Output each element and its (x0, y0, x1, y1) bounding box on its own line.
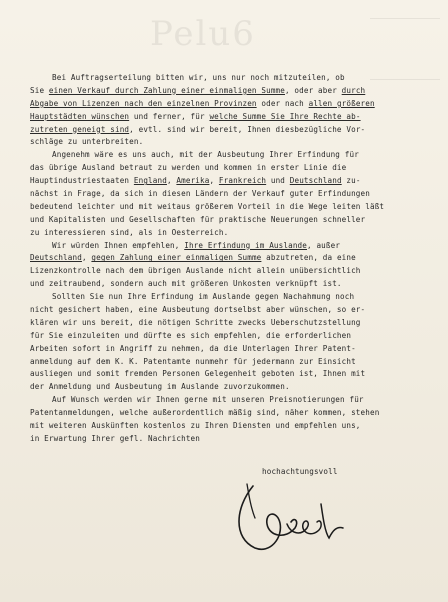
letterhead-bleed-through-right (370, 18, 440, 80)
text-segment: , außer (307, 240, 341, 250)
underlined-text: Hauptstädten wünschen (30, 111, 130, 121)
text-segment: der Anmeldung und Ausbeutung im Auslande zuvorzukommen. (30, 382, 290, 392)
text-segment: oder nach (256, 98, 309, 108)
text-segment: und ferner, für (129, 111, 210, 121)
text-segment: zu- (341, 176, 361, 186)
text-segment: mit weiteren Auskünften kostenlos zu Ihren Diensten und empfehlen uns, (30, 421, 361, 431)
letter-line (30, 136, 422, 149)
letter-line (30, 278, 422, 291)
text-segment: ausliegen und somit fremden Personen Gelegenheit geboten ist, Ihnen mit (30, 369, 366, 379)
underlined-text: England (133, 176, 167, 186)
text-segment: das übrige Ausland betraut zu werden und kommen in erster Linie die (30, 163, 347, 173)
text-segment: Bei Auftragserteilung bitten wir, uns nur noch mitzuteilen, ob (52, 73, 345, 82)
letter-line (30, 85, 422, 98)
text-segment: nicht gesichert haben, eine Ausbeutung dortselbst aber wünschen, so er- (30, 305, 366, 315)
text-segment: Lizenzkontrolle nach dem übrigen Auslande nicht allein unübersichtlich (30, 266, 361, 276)
underlined-text: gegen Zahlung einer einmaligen Summe (91, 253, 262, 263)
underlined-text: zutreten geneigt sind (30, 124, 130, 134)
text-segment: nächst in Frage, da sich in diesen Ländern der Verkauf guter Erfindungen (30, 189, 370, 199)
underlined-text: Ihre Erfindung im Auslande (184, 240, 307, 250)
letter-line (30, 175, 422, 188)
text-segment: , oder aber (284, 85, 342, 95)
text-segment: , (166, 176, 177, 186)
text-segment: Patentanmeldungen, welche außerordentlich mäßig sind, näher kommen, stehen (30, 408, 380, 418)
underlined-text: Frankreich (218, 176, 267, 186)
letter-line (30, 252, 422, 265)
letter-line (30, 420, 422, 433)
text-segment: zu interessieren sind, als in Oesterreich. (30, 227, 229, 237)
text-segment: klären wir uns bereit, die nötigen Schritte zwecks Ueberschutzstellung (30, 317, 361, 327)
text-segment: Auf Wunsch werden wir Ihnen gerne mit unseren Preisnotierungen für (52, 395, 364, 405)
closing-phrase: hochachtungsvoll (262, 467, 338, 476)
letter-line (30, 188, 422, 201)
letter-line (30, 433, 422, 446)
text-segment: Angenehm wäre es uns auch, mit der Ausbeutung Ihrer Erfindung für (52, 150, 359, 160)
letter-line (30, 291, 422, 304)
letter-line (30, 330, 422, 343)
underlined-text: welche Summe Sie Ihre Rechte ab- (209, 111, 361, 121)
text-segment: Arbeiten sofort in Angriff zu nehmen, da die Unterlagen Ihrer Patent- (30, 343, 356, 353)
letter-line (30, 124, 422, 137)
letter-line (30, 72, 422, 85)
letter-line (30, 149, 422, 162)
letter-line (30, 368, 422, 381)
text-segment: Sie (30, 85, 49, 95)
text-segment: abzutreten, da eine (261, 253, 356, 263)
letter-line (30, 98, 422, 111)
text-segment: für Sie einzuleiten und dürfte es sich empfehlen, die erforderlichen (30, 330, 352, 340)
letter-line (30, 265, 422, 278)
text-segment: anmeldung auf dem K. K. Patentamte nunmehr für jedermann zur Einsicht (30, 356, 356, 366)
text-segment: , (209, 176, 219, 186)
letter-line (30, 381, 422, 394)
letter-line (30, 407, 422, 420)
text-segment: Wir würden Ihnen empfehlen, (52, 240, 185, 250)
letter-body (30, 72, 422, 446)
letter-line (30, 227, 422, 240)
underlined-text: allen größeren (308, 98, 375, 108)
text-segment: und Kapitalisten und Gesellschaften für praktische Neuerungen schneller (30, 214, 366, 224)
text-segment: Sollten Sie nun Ihre Erfindung im Auslande gegen Nachahmung noch (52, 292, 355, 302)
letter-line (30, 240, 422, 253)
underlined-text: Deutschland (289, 176, 342, 186)
letter-line (30, 356, 422, 369)
underlined-text: Deutschland (30, 253, 82, 263)
letter-line (30, 317, 422, 330)
letter-line (30, 201, 422, 214)
letterhead-bleed-through: Pelu6 (150, 14, 256, 54)
letter-line (30, 304, 422, 317)
underlined-text: durch (341, 85, 366, 95)
letter-line (30, 343, 422, 356)
text-segment: schläge zu unterbreiten. (30, 137, 144, 147)
text-segment: , (81, 253, 92, 263)
text-segment: und zeitraubend, sondern auch mit größeren Unkosten verknüpft ist. (30, 279, 342, 289)
text-segment: bedeutend leichter und mit weitaus größerem Vorteil in die Wege leiten läßt (30, 201, 385, 211)
text-segment: Hauptindustriestaaten (30, 176, 134, 186)
letter-line (30, 111, 422, 124)
text-segment: in Erwartung Ihrer gefl. Nachrichten (30, 433, 200, 443)
underlined-text: einen Verkauf durch Zahlung einer einmaligen Summe (48, 85, 285, 95)
underlined-text: Abgabe von Lizenzen nach den einzelnen Provinzen (30, 98, 257, 108)
letter-line (30, 394, 422, 407)
underlined-text: Amerika (176, 176, 210, 186)
handwritten-signature (225, 478, 395, 558)
letter-line (30, 162, 422, 175)
text-segment: , evtl. sind wir bereit, Ihnen diesbezügliche Vor- (129, 124, 366, 134)
letter-line (30, 214, 422, 227)
text-segment: und (266, 176, 290, 186)
